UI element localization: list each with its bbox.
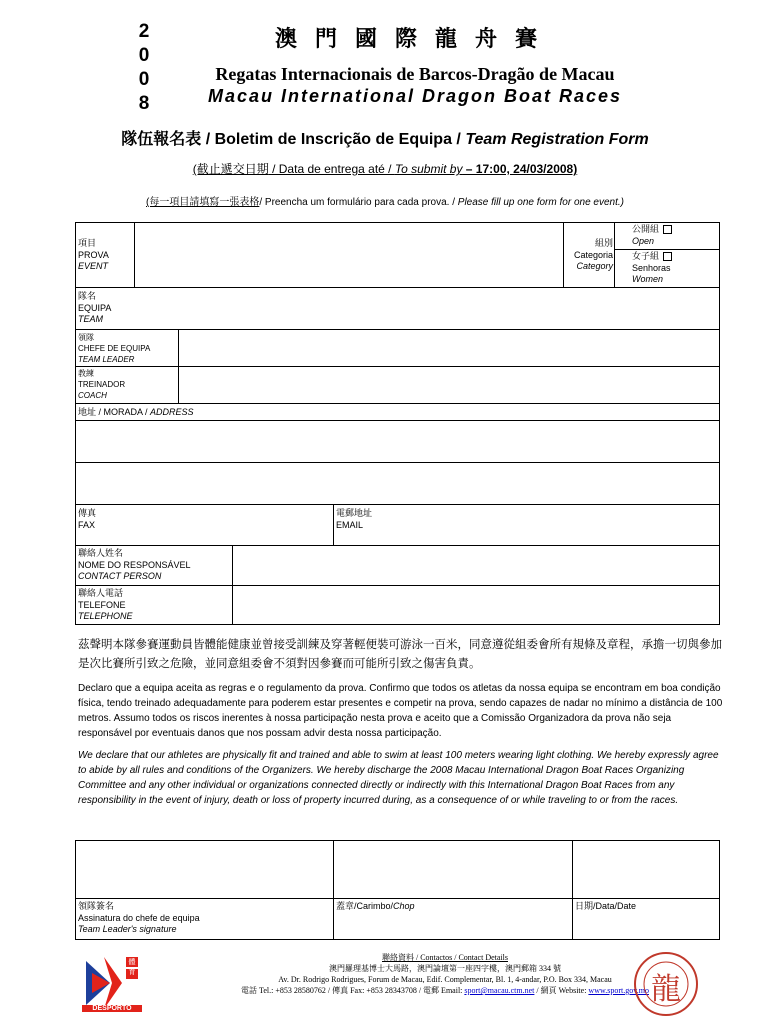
declaration-en: We declare that our athletes are physically fit and trained and able to swim at least 100 meters wearing light clothing. We hereby expressly agree to abide by all rules and conditions of the Organizers. We hereby discharge the 2008 Macau International Dragon Boat Races Organizing Committee and any other individual or organizations connected directly or indirectly with this International Dragon Boat Races from any responsibility in the event of injury, death or loss of property incurred during, as a consequence of or while traveling to or from the races. bbox=[78, 750, 719, 806]
deadline-value: – 17:00, 24/03/2008) bbox=[462, 162, 578, 176]
logo-char: 育 bbox=[128, 968, 136, 976]
date-label bbox=[575, 901, 636, 913]
email-label-pt: EMAIL bbox=[336, 519, 364, 530]
address-line-2 bbox=[75, 462, 720, 463]
instruction-en: Please fill up one form for one event.) bbox=[457, 197, 624, 208]
fax-label-zh: 傳真 bbox=[78, 508, 97, 518]
category-label-en: Category bbox=[576, 261, 613, 271]
address-label-pt: / MORADA / bbox=[96, 407, 151, 417]
signature-divider bbox=[75, 898, 720, 899]
declaration-zh: 茲聲明本隊參賽運動員皆體能健康並曾接受訓練及穿著輕便裝可游泳一百米，同意遵從組委會所有規條及章程，承擔一切與參加是次比賽所引致之危險，並同意組委會不須對因參賽而可能所引致之傷害負責。 bbox=[78, 639, 722, 670]
category-label bbox=[565, 238, 613, 273]
form-title-zh: 隊伍報名表 bbox=[121, 131, 202, 148]
chop-en: Chop bbox=[393, 901, 415, 911]
form-title-pt: / Boletim de Inscrição de Equipa / bbox=[201, 131, 466, 148]
date-field[interactable] bbox=[572, 840, 720, 940]
chop-zh: 蓋章 bbox=[336, 901, 355, 911]
address-label bbox=[78, 407, 194, 419]
event-label-en: EVENT bbox=[78, 261, 109, 271]
leader-label-pt: CHEFE DE EQUIPA bbox=[78, 344, 151, 353]
phone-label bbox=[78, 588, 133, 623]
footer-email-link[interactable]: sport@macau.ctm.net bbox=[464, 986, 535, 995]
phone-label-en: TELEPHONE bbox=[78, 611, 133, 621]
year-digit: 0 bbox=[138, 69, 150, 90]
event-label-zh: 項目 bbox=[78, 238, 97, 248]
chop-pt: /Carimbo/ bbox=[354, 901, 394, 911]
event-label bbox=[78, 238, 109, 273]
footer-website-link[interactable]: www.sport.gov.mo bbox=[588, 986, 649, 995]
category-label-zh: 組別 bbox=[594, 238, 613, 248]
women-label-en: Women bbox=[632, 274, 664, 284]
team-input[interactable] bbox=[75, 287, 720, 330]
logo-char: 體 bbox=[128, 958, 136, 966]
women-label-zh: 女子組 bbox=[632, 251, 660, 261]
event-input[interactable] bbox=[134, 222, 564, 288]
title-chinese: 澳門國際龍舟賽 bbox=[274, 26, 555, 52]
phone-input[interactable] bbox=[232, 585, 720, 625]
form-title-en: Team Registration Form bbox=[465, 131, 649, 148]
address-label-en: ADDRESS bbox=[150, 407, 194, 417]
chop-field[interactable] bbox=[333, 840, 573, 940]
leader-label-zh: 領隊 bbox=[78, 333, 94, 342]
coach-label-en: COACH bbox=[78, 391, 107, 400]
deadline-line bbox=[0, 160, 770, 177]
team-label-en: TEAM bbox=[78, 314, 104, 324]
leader-signature-zh: 領隊簽名 bbox=[78, 901, 115, 911]
team-label-zh: 隊名 bbox=[78, 291, 97, 301]
fax-label bbox=[78, 508, 96, 531]
leader-label-en: TEAM LEADER bbox=[78, 355, 135, 364]
email-label bbox=[336, 508, 372, 531]
logo-chars bbox=[126, 957, 138, 977]
desporto-logo bbox=[82, 953, 142, 1013]
dragon-seal bbox=[632, 950, 700, 1018]
footer-address-zh: 澳門羅理基博士大馬路，澳門論壇第一座四字樓，澳門郵箱 334 號 bbox=[329, 964, 561, 973]
date-pt: /Data/Date bbox=[593, 901, 637, 911]
address-line-1 bbox=[75, 420, 720, 421]
instruction-rest: / Preencha um formulário para cada prova. / bbox=[259, 197, 458, 208]
contact-label-pt: NOME DO RESPONSÁVEL bbox=[78, 559, 191, 570]
category-divider bbox=[614, 249, 720, 250]
contact-label-zh: 聯絡人姓名 bbox=[78, 548, 124, 558]
footer-address-pt: Av. Dr. Rodrigo Rodrigues, Forum de Macau, Edif. Complementar, Bl. 1, 4-andar, P.O. Box 334, Macau bbox=[278, 975, 612, 984]
year-digit: 8 bbox=[138, 93, 150, 114]
leader-input[interactable] bbox=[178, 329, 720, 367]
contact-label bbox=[78, 548, 191, 583]
category-label-pt: Categoria bbox=[573, 249, 613, 260]
year-vertical bbox=[132, 20, 156, 116]
open-checkbox[interactable] bbox=[663, 225, 672, 234]
title-portuguese: Regatas Internacionais de Barcos-Dragão de Macau bbox=[215, 64, 615, 84]
address-label-zh: 地址 bbox=[78, 407, 97, 417]
deadline-pt: / Data de entrega até / bbox=[268, 162, 395, 176]
category-open-option[interactable] bbox=[632, 224, 672, 247]
open-label-zh: 公開組 bbox=[632, 224, 660, 234]
women-label-pt: Senhoras bbox=[632, 262, 671, 273]
leader-label bbox=[78, 332, 150, 365]
deadline-en: To submit by bbox=[394, 162, 463, 176]
instruction-line bbox=[0, 193, 770, 208]
team-label-pt: EQUIPA bbox=[78, 302, 112, 313]
year-digit: 0 bbox=[138, 45, 150, 66]
email-input[interactable] bbox=[333, 504, 720, 546]
seal-char: 龍 bbox=[651, 972, 681, 1007]
fax-input[interactable] bbox=[75, 504, 334, 546]
contact-input[interactable] bbox=[232, 545, 720, 586]
date-zh: 日期 bbox=[575, 901, 594, 911]
declaration-pt: Declaro que a equipa aceita as regras e o regulamento da prova. Confirmo que todos os atletas da nossa equipa se encontram em boa condição física, tendo treinado adequadamente para poderem estar presentes e competir na prova, sendo capazes de nadar no mínimo a distância de 100 metros. Assumo todos os riscos inerentes à nossa participação nesta prova e aceito que a Comissão Organizadora da prova não seja responsável por eventuais danos que nos possam advir desta nossa participação. bbox=[78, 683, 723, 739]
leader-signature-en: Team Leader's signature bbox=[78, 924, 177, 934]
coach-label-pt: TREINADOR bbox=[78, 380, 126, 389]
logo-text: DESPORTO bbox=[82, 1005, 142, 1012]
footer-tel-fax: 電話 Tel.: +853 28580762 / 傳真 Fax: +853 28343708 / 電郵 Email: bbox=[241, 986, 465, 995]
title-english: Macau International Dragon Boat Races bbox=[207, 86, 623, 106]
year-digit: 2 bbox=[138, 21, 150, 42]
event-label-pt: PROVA bbox=[78, 249, 109, 260]
footer-website-label: / 網頁 Website: bbox=[534, 986, 589, 995]
women-checkbox[interactable] bbox=[663, 252, 672, 261]
footer-heading: 聯絡資料 / Contactos / Contact Details bbox=[382, 953, 508, 962]
chop-label bbox=[336, 901, 415, 913]
leader-signature-label bbox=[78, 901, 200, 936]
phone-label-zh: 聯絡人電話 bbox=[78, 588, 124, 598]
coach-label bbox=[78, 368, 125, 401]
coach-label-zh: 教練 bbox=[78, 369, 94, 378]
fax-label-pt: FAX bbox=[78, 519, 96, 530]
team-label bbox=[78, 291, 111, 326]
coach-input[interactable] bbox=[178, 366, 720, 404]
category-women-option[interactable] bbox=[632, 251, 672, 286]
email-label-zh: 電郵地址 bbox=[336, 508, 373, 518]
instruction-zh: (每一項目請填寫一張表格 bbox=[146, 197, 260, 208]
leader-signature-pt: Assinatura do chefe de equipa bbox=[78, 912, 200, 923]
contact-label-en: CONTACT PERSON bbox=[78, 571, 162, 581]
form-title bbox=[0, 126, 770, 149]
phone-label-pt: TELEFONE bbox=[78, 599, 126, 610]
deadline-zh: (截止遞交日期 bbox=[192, 162, 269, 176]
open-label-en: Open bbox=[632, 235, 655, 246]
